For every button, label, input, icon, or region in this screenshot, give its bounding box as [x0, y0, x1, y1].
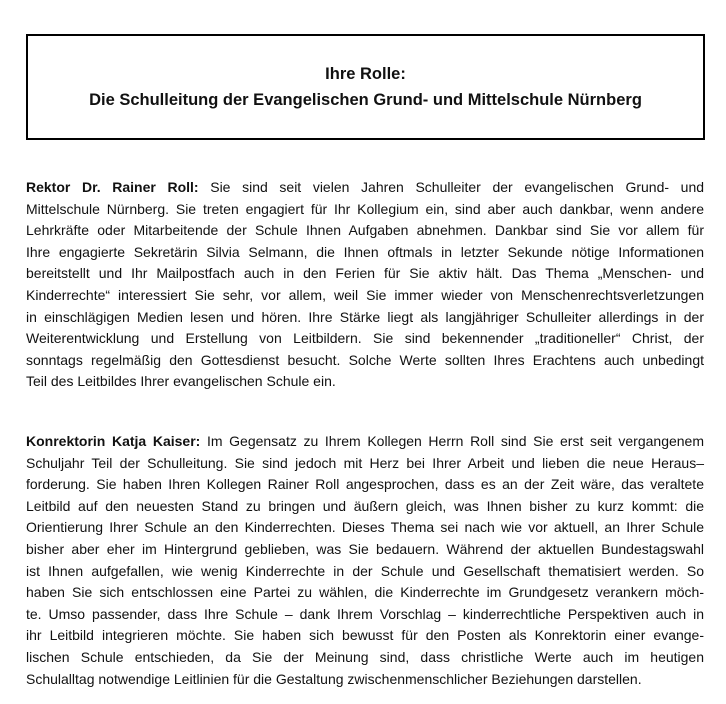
paragraph-line: sonntags regelmäßig den Gottesdienst besucht. Solche Werte sollten Ihres Erachtens auch unbedingt [26, 351, 704, 368]
paragraph-line: ist Ihnen aufgefallen, wie wenig Kinderrechte in der Schule und Gesellschaft thematisiert werden. So [26, 562, 704, 579]
paragraph-line: forderung. Sie haben Ihren Kollegen Rainer Roll angesprochen, dass es an der Zeit wäre, das veraltete [26, 476, 704, 493]
paragraph-line: haben Sie sich entschlossen eine Partei zu wählen, die Kinderrechte im Grundgesetz verankern möch- [26, 584, 704, 601]
role-label-konrektorin: Konrektorin Katja Kaiser: [26, 433, 201, 449]
paragraph-line: ihr Leitbild integrieren möchte. Sie haben sich bewusst für den Posten als Konrektorin einer evange- [26, 627, 704, 644]
paragraph-line: Konrektorin Katja Kaiser: Im Gegensatz zu Ihrem Kollegen Herrn Roll sind Sie erst seit vergangenem [26, 433, 705, 449]
paragraph-line: Lehrkräfte oder Mitarbeitende der Schule Ihnen Aufgaben abnehmen. Dankbar sind Sie vor allem für [26, 222, 704, 239]
paragraph-line: bisher aber eher im Hintergrund geblieben, was Sie bedauern. Während der aktuellen Bundestagswahl [26, 540, 704, 557]
paragraph-line: Orientierung Ihrer Schule an den Kinderrechten. Dieses Thema sei nach wie vor aktuell, an Ihrer Schule [26, 519, 704, 536]
paragraph-line: Schulalltag notwendige Leitlinien für die Gestaltung zwischenmenschlicher Beziehungen darstellen. [26, 670, 642, 687]
paragraph-line: Ihre engagierte Sekretärin Silvia Selmann, die Ihnen oftmals in letzter Sekunde nötige Informationen [26, 243, 704, 260]
paragraph-line: te. Umso passender, dass Ihre Schule – dank Ihrem Vorschlag – kinderrechtliche Perspektiven auch in [26, 605, 704, 622]
title-line-1: Ihre Rolle: [325, 65, 406, 83]
title-box [26, 34, 705, 140]
paragraph-line: Rektor Dr. Rainer Roll: Sie sind seit vielen Jahren Schulleiter der evangelischen Grund- und [26, 179, 705, 195]
paragraph-line: lischen Schule entschieden, da Sie der Meinung sind, dass christliche Werte auch im heutigen [26, 648, 704, 665]
paragraph-line: Mittelschule Nürnberg. Sie treten engagiert für Ihr Kollegium ein, sind aber auch dankbar, wenn andere [26, 200, 704, 217]
paragraph-konrektorin [26, 431, 704, 690]
paragraph-line: bereitstellt und Ihr Mailpostfach auch in den Ferien für Sie aktiv hält. Das Thema „Menschen- und [26, 265, 704, 282]
title-line-2: Die Schulleitung der Evangelischen Grund- und Mittelschule Nürnberg [89, 91, 642, 109]
role-label-rektor: Rektor Dr. Rainer Roll: [26, 179, 199, 195]
paragraph-rektor [26, 177, 704, 393]
paragraph-line: Leitbild auf den neuesten Stand zu bringen und äußern gleich, was Ihnen bisher zu kurz kommt: die [26, 497, 704, 514]
paragraph-line: Schuljahr Teil der Schulleitung. Sie sind jedoch mit Herz bei Ihrer Arbeit und lieben die neue Heraus– [26, 454, 704, 471]
paragraph-line: Weiterentwicklung und Erstellung von Leitbildern. Sie sind bekennender „traditioneller“ Christ, der [26, 330, 704, 347]
paragraph-line: Kinderrechte“ interessiert Sie sehr, vor allem, weil Sie immer wieder von Menschenrechtsverletzungen [26, 286, 704, 303]
paragraph-line: in einschlägigen Medien lesen und hören. Ihre Stärke liegt als langjähriger Schulleiter allerdings in der [26, 308, 704, 325]
paragraph-line: Teil des Leitbildes Ihrer evangelischen Schule ein. [26, 373, 336, 390]
